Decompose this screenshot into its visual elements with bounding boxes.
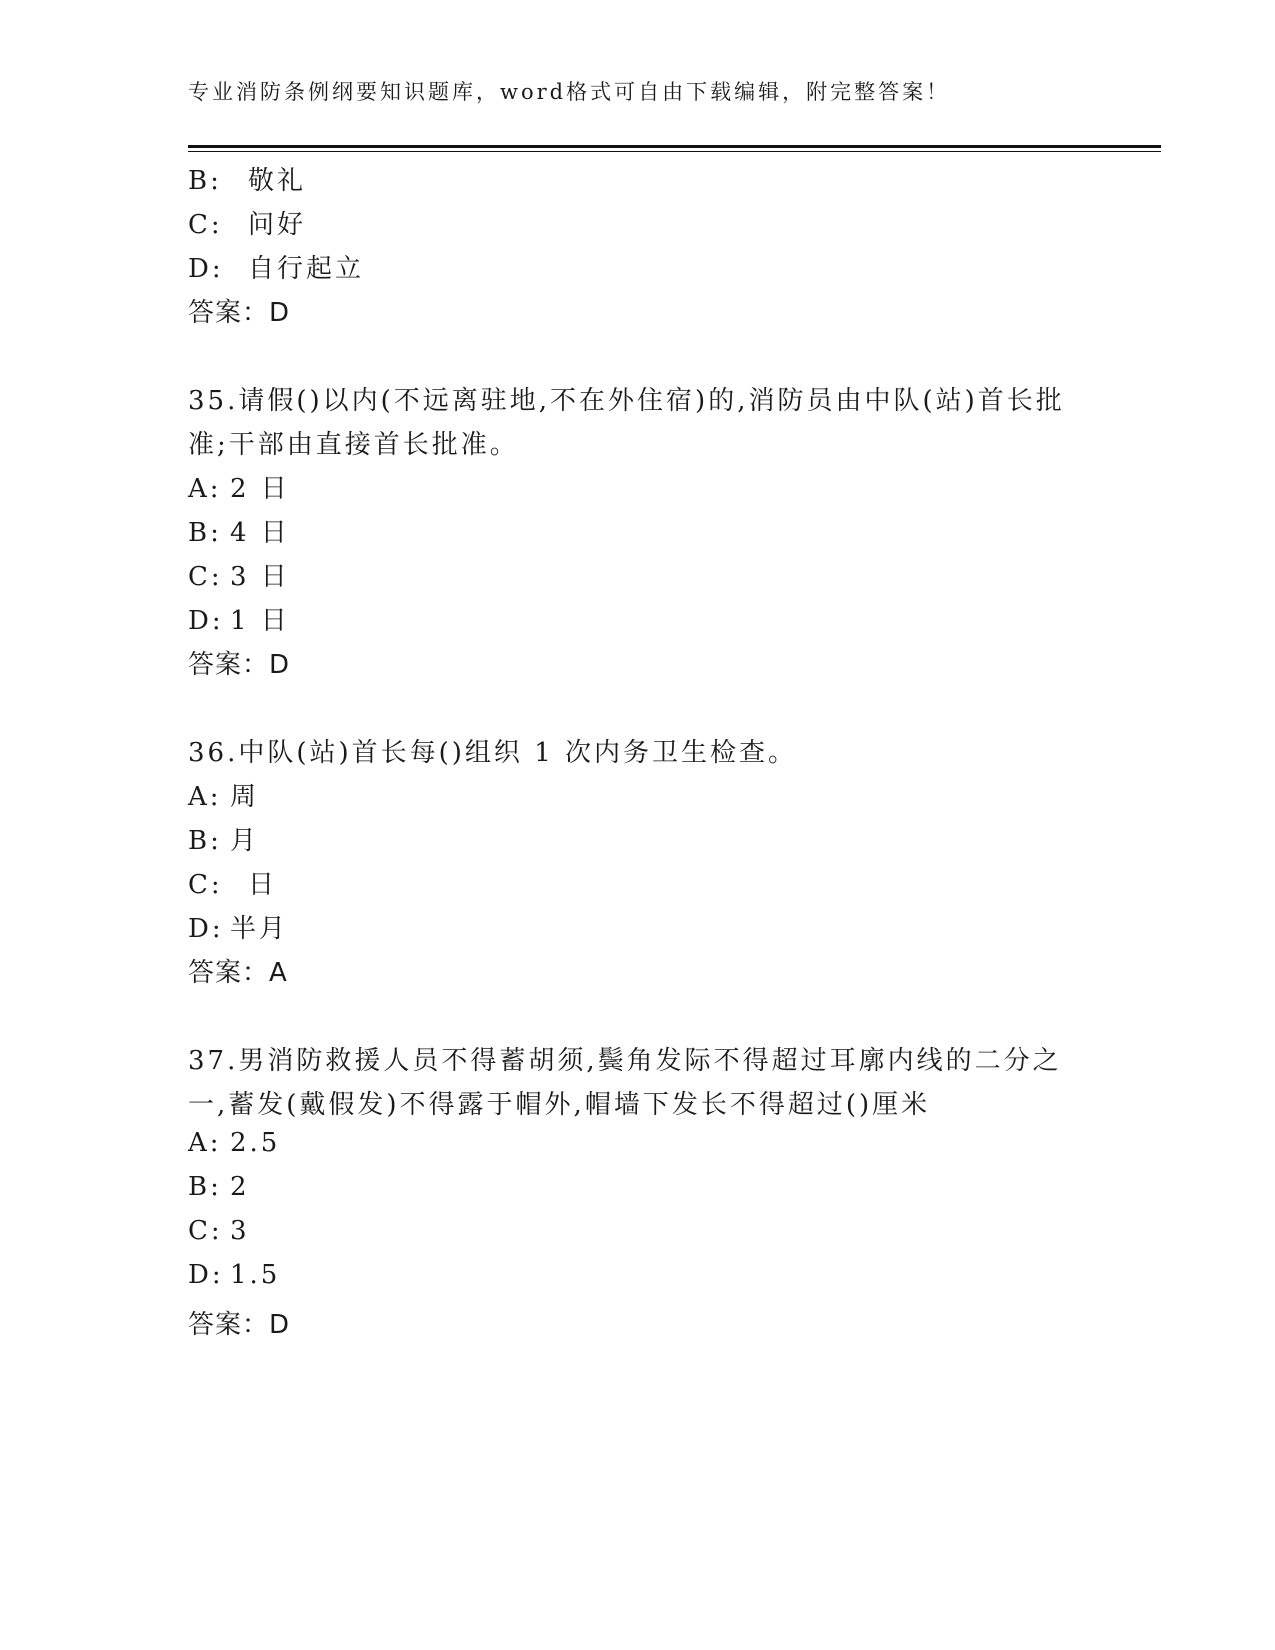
header-rule-thick: [188, 145, 1161, 148]
option-text: 1.5: [230, 1260, 281, 1290]
option-text: 3: [230, 1216, 250, 1246]
option-text: 自行起立: [248, 254, 365, 284]
option-key: A:: [188, 782, 222, 812]
option-key: D:: [188, 254, 224, 284]
q37-option-d: [188, 1260, 280, 1290]
option-text: 日: [248, 870, 278, 900]
option-text: 问好: [248, 210, 307, 240]
q35-option-c: [188, 556, 290, 593]
q37-option-a: [188, 1128, 280, 1158]
q37-stem-line-2: 一,蓄发(戴假发)不得露于帽外,帽墙下发长不得超过()厘米: [188, 1090, 931, 1120]
q36-answer: 答案：A: [188, 958, 288, 988]
q37-answer: 答案：D: [188, 1310, 291, 1340]
q36-option-b: [188, 820, 259, 857]
q34-answer: 答案：D: [188, 298, 291, 328]
option-text: 4 日: [230, 518, 290, 548]
option-key: A:: [188, 1128, 222, 1158]
option-text: 2.5: [230, 1128, 281, 1158]
option-key: B:: [188, 518, 222, 548]
q34-option-d: [188, 248, 364, 285]
option-text: 周: [230, 782, 260, 812]
option-key: B:: [188, 826, 222, 856]
q37-option-b: [188, 1172, 250, 1202]
option-key: D:: [188, 1260, 224, 1290]
q35-option-b: [188, 512, 290, 549]
option-key: C:: [188, 562, 223, 592]
option-key: C:: [188, 870, 223, 900]
option-text: 月: [230, 826, 260, 856]
q34-option-c: [188, 204, 306, 241]
q35-option-d: [188, 600, 290, 637]
option-text: 敬礼: [248, 166, 307, 196]
q35-stem-line-2: 准;干部由直接首长批准。: [188, 430, 519, 460]
q37-option-c: [188, 1216, 250, 1246]
option-text: 2: [230, 1172, 250, 1202]
q35-answer: 答案：D: [188, 650, 291, 680]
q36-option-d: [188, 908, 288, 945]
option-key: D:: [188, 606, 224, 636]
q35-stem-line-1: 35.请假()以内(不远离驻地,不在外住宿)的,消防员由中队(站)首长批: [188, 386, 1065, 416]
q36-option-c: [188, 864, 277, 901]
option-key: D:: [188, 914, 224, 944]
option-text: 1 日: [230, 606, 290, 636]
option-text: 半月: [230, 914, 289, 944]
option-key: A:: [188, 474, 222, 504]
option-key: C:: [188, 1216, 223, 1246]
q35-option-a: [188, 468, 290, 505]
option-key: B:: [188, 166, 222, 196]
option-key: B:: [188, 1172, 222, 1202]
header-rule-thin: [188, 151, 1161, 152]
option-text: 2 日: [230, 474, 290, 504]
q37-stem-line-1: 37.男消防救援人员不得蓄胡须,鬓角发际不得超过耳廓内线的二分之: [188, 1046, 1062, 1076]
q36-option-a: [188, 776, 259, 813]
option-text: 3 日: [230, 562, 290, 592]
q34-option-b: [188, 160, 306, 197]
q36-stem-line-1: 36.中队(站)首长每()组织 1 次内务卫生检查。: [188, 738, 797, 768]
document-header: 专业消防条例纲要知识题库，word格式可自由下载编辑，附完整答案！: [188, 80, 951, 104]
option-key: C:: [188, 210, 223, 240]
